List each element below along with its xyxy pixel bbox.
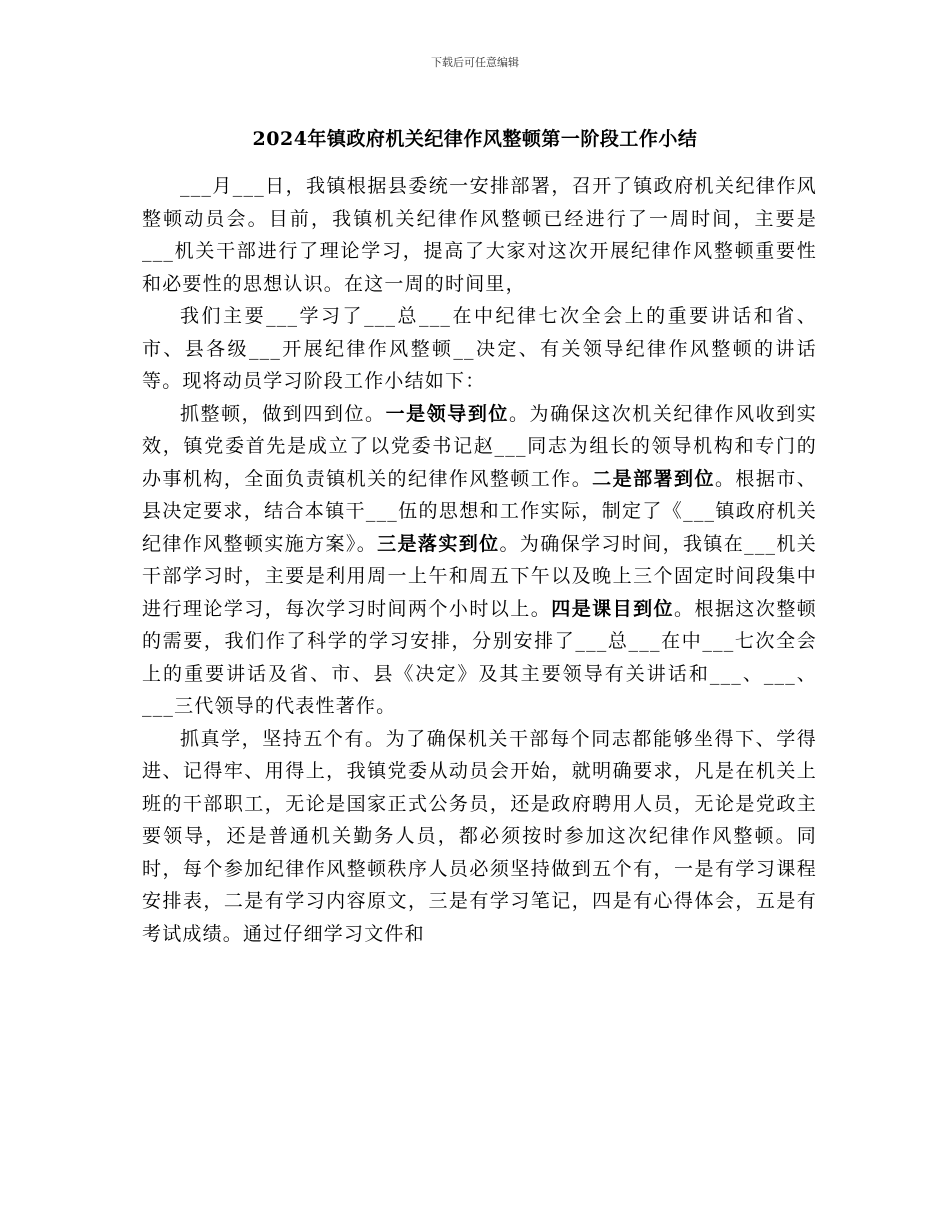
bold-point-leadership: 一是领导到位	[385, 402, 509, 425]
paragraph-study-content: 我们主要___学习了___总___在中纪律七次全会上的重要讲话和省、市、县各级___开展纪律作风整顿__决定、有关领导纪律作风整顿的讲话等。现将动员学习阶段工作小结如下：	[142, 305, 817, 392]
paragraph-text: 抓整顿，做到四到位。	[180, 402, 386, 425]
bold-point-implementation: 三是落实到位	[377, 532, 500, 555]
document-title: 2024年镇政府机关纪律作风整顿第一阶段工作小结	[252, 128, 698, 150]
page-header: 下载后可任意编辑	[431, 56, 519, 69]
document-body	[142, 170, 817, 950]
paragraph-text: 。根据市、县决定要求，结合本镇干___伍的思想和工作实际，制定了《___镇政府机关纪律作风整顿实施方案》。	[142, 467, 818, 555]
paragraph-text: 。根据这次整顿的需要，我们作了科学的学习安排，分别安排了___总___在中___七次全会上的重要讲话及省、市、县《决定》及其主要领导有关讲话和___、___、___三代领导的代表性著作。	[142, 597, 818, 717]
paragraph-four-in-place	[142, 398, 817, 723]
paragraph-text: 。为确保学习时间，我镇在___机关干部学习时，主要是利用周一上午和周五下午以及晚上三个固定时间段集中进行理论学习，每次学习时间两个小时以上。	[142, 532, 818, 620]
bold-point-curriculum: 四是课目到位	[551, 597, 675, 620]
paragraph-text: 。为确保这次机关纪律作风收到实效，镇党委首先是成立了以党委书记赵___同志为组长的领导机构和专门的办事机构，全面负责镇机关的纪律作风整顿工作。	[142, 402, 817, 490]
paragraph-intro: ___月___日，我镇根据县委统一安排部署，召开了镇政府机关纪律作风整顿动员会。目前，我镇机关纪律作风整顿已经进行了一周时间，主要是___机关干部进行了理论学习，提高了大家对这次开展纪律作风整顿重要性和必要性的思想认识。在这一周的时间里，	[142, 175, 817, 295]
paragraph-five-haves: 抓真学，坚持五个有。为了确保机关干部每个同志都能够坐得下、学得进、记得牢、用得上，我镇党委从动员会开始，就明确要求，凡是在机关上班的干部职工，无论是国家正式公务员，还是政府聘用人员，无论是党政主要领导，还是普通机关勤务人员，都必须按时参加这次纪律作风整顿。同时，每个参加纪律作风整顿秩序人员必须坚持做到五个有，一是有学习课程安排表，二是有学习内容原文，三是有学习笔记，四是有心得体会，五是有考试成绩。通过仔细学习文件和	[142, 727, 817, 945]
bold-point-deployment: 二是部署到位	[592, 467, 715, 490]
